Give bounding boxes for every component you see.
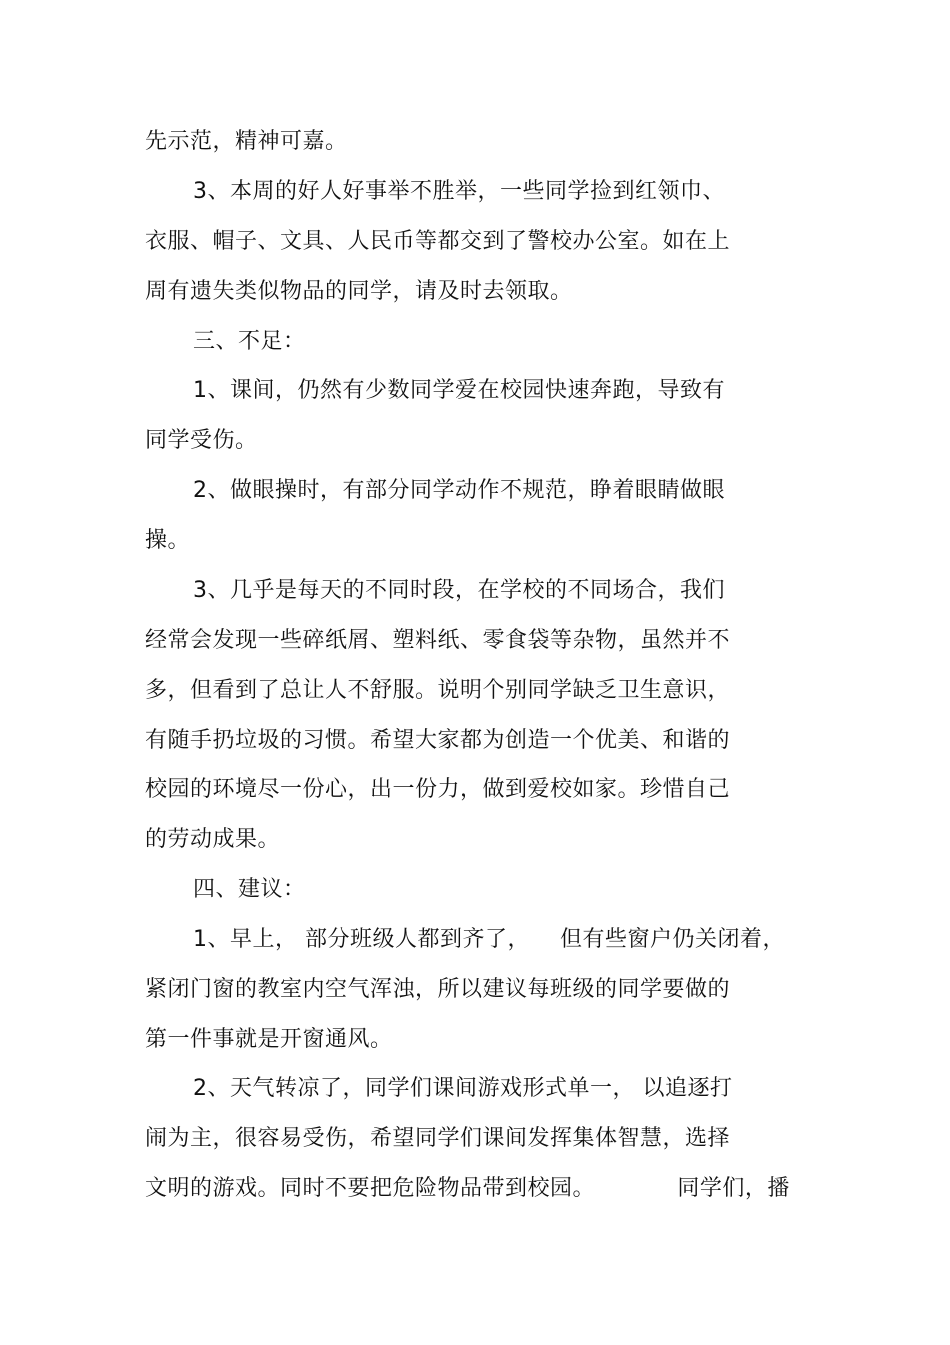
text-line: 有随手扔垃圾的习惯。希望大家都为创造一个优美、和谐的 bbox=[145, 728, 731, 753]
text-line: 先示范，精神可嘉。 bbox=[145, 129, 348, 154]
text-line: 周有遗失类似物品的同学，请及时去领取。 bbox=[145, 279, 573, 304]
text-line: 2、做眼操时，有部分同学动作不规范，睁着眼睛做眼 bbox=[193, 478, 725, 503]
section-heading: 三、不足： bbox=[193, 329, 306, 354]
text-line: 1、早上， 部分班级人都到齐了， 但有些窗户仍关闭着， bbox=[193, 927, 785, 952]
text-line: 衣服、帽子、文具、人民币等都交到了警校办公室。如在上 bbox=[145, 229, 731, 254]
text-line: 1、课间，仍然有少数同学爱在校园快速奔跑，导致有 bbox=[193, 378, 725, 403]
text-line: 文明的游戏。同时不要把危险物品带到校园。 同学们，播 bbox=[145, 1176, 790, 1201]
section-heading: 四、建议： bbox=[193, 877, 306, 902]
text-line: 第一件事就是开窗通风。 bbox=[145, 1027, 393, 1052]
text-line: 2、天气转凉了，同学们课间游戏形式单一， 以追逐打 bbox=[193, 1076, 733, 1101]
text-line: 3、几乎是每天的不同时段，在学校的不同场合，我们 bbox=[193, 578, 725, 603]
text-line: 经常会发现一些碎纸屑、塑料纸、零食袋等杂物，虽然并不 bbox=[145, 628, 731, 653]
text-line: 紧闭门窗的教室内空气浑浊，所以建议每班级的同学要做的 bbox=[145, 977, 731, 1002]
text-line: 校园的环境尽一份心，出一份力，做到爱校如家。珍惜自己 bbox=[145, 777, 731, 802]
text-line: 多，但看到了总让人不舒服。说明个别同学缺乏卫生意识， bbox=[145, 678, 731, 703]
text-line: 同学受伤。 bbox=[145, 428, 258, 453]
text-line: 3、本周的好人好事举不胜举，一些同学捡到红领巾、 bbox=[193, 179, 725, 204]
text-line: 闹为主，很容易受伤，希望同学们课间发挥集体智慧，选择 bbox=[145, 1126, 731, 1151]
text-line: 的劳动成果。 bbox=[145, 827, 281, 852]
text-line: 操。 bbox=[145, 528, 191, 553]
